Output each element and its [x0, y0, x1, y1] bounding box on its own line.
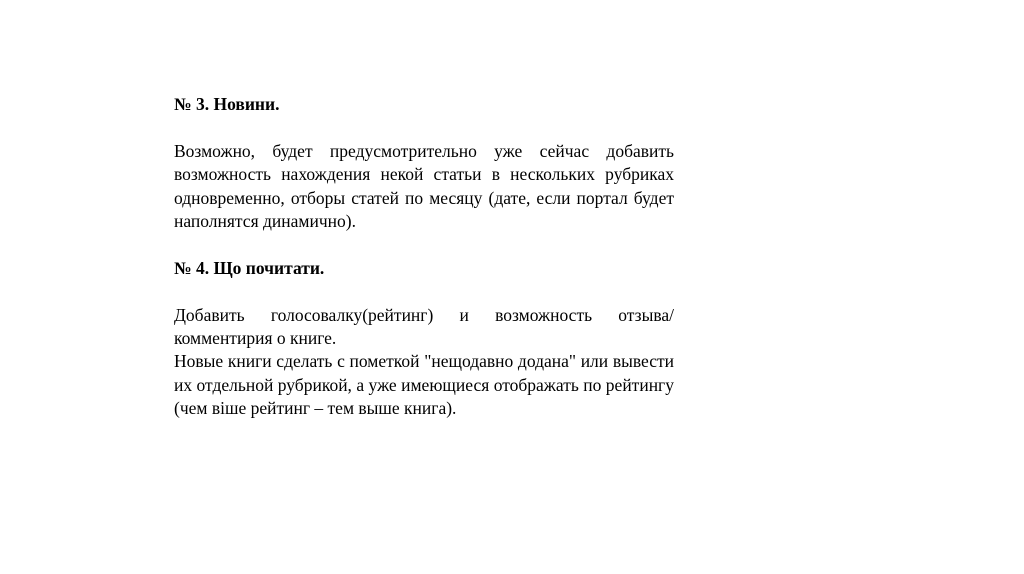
section-3-paragraph: Возможно, будет предусмотрительно уже сейчас добавить возможность нахождения некой статьи в нескольких рубриках одновременно, отборы статей по месяцу (дате, если портал будет наполнятся динамично).	[174, 140, 674, 232]
spacer	[174, 280, 674, 303]
spacer	[174, 116, 674, 139]
section-4-paragraph-2: Новые книги сделать с пометкой "нещодавно додана" или вывести их отдельной рубрикой, а уже имеющиеся отображать по рейтингу (чем віше рейтинг – тем выше книга).	[174, 351, 674, 419]
section-4-heading: № 4. Що почитати.	[174, 257, 325, 278]
section-4-paragraph-1: Добавить голосовалку(рейтинг) и возможность отзыва/комментирия о книге.	[174, 304, 674, 349]
document-page	[174, 93, 674, 421]
spacer	[174, 233, 674, 256]
section-3-heading: № 3. Новини.	[174, 94, 280, 114]
